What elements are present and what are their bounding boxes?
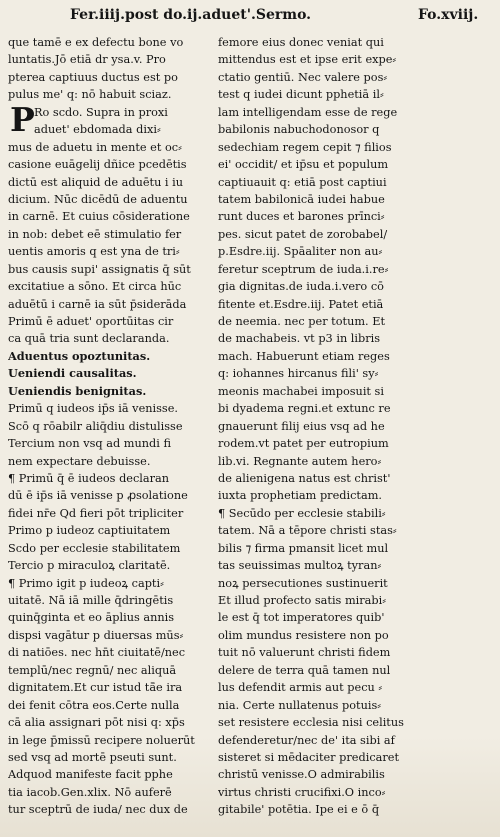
- left-text-column: [8, 34, 214, 819]
- folio-number: Fo.xviij.: [418, 7, 479, 23]
- text-line: uentis amoris q est yna de tri⸗: [8, 245, 180, 259]
- text-line: dei fenit cōtra eos.Certe nulla: [8, 698, 180, 712]
- text-line: gnauerunt filij eius vsq ad he: [218, 419, 385, 433]
- text-line: quinq̄ginta et eo āplius annis: [8, 611, 175, 625]
- text-line: Tercio p miraculoꝝ claritatē.: [8, 559, 171, 573]
- text-line: aduet' ebdomada dixi⸗: [34, 123, 161, 137]
- text-line: de machabeis. vt p3 in libris: [218, 332, 381, 346]
- text-line: Primū q iudeos ip̄s iā venisse.: [8, 402, 179, 416]
- text-line: runt duces et barones prīnci⸗: [218, 210, 385, 224]
- text-line: pterea captiuus ductus est po: [8, 70, 178, 84]
- text-line: ¶ Secūdo per ecclesie stabili⸗: [218, 506, 386, 520]
- text-line: femore eius donec veniat qui: [218, 36, 384, 49]
- text-line: tur sceptrū de iuda/ nec dux de: [8, 803, 188, 817]
- text-line: Adquod manifeste facit pphe: [8, 768, 173, 782]
- text-line: mittendus est et ipse erit expe⸗: [218, 53, 397, 67]
- text-line: Primū ē aduet' oportūitas cir: [8, 315, 174, 328]
- text-line: Et illud profecto satis mirabi⸗: [218, 594, 387, 607]
- text-line: tas seuissimas multoꝝ tyran⸗: [218, 559, 382, 573]
- text-line: nem expectare debuisse.: [8, 454, 151, 468]
- text-line: p.Esdre.iij. Spāaliter non au⸗: [218, 245, 383, 259]
- text-line: Primo p iudeoz captiuitatem: [8, 524, 171, 538]
- text-line: meonis machabei imposuit si: [218, 384, 384, 398]
- text-line: dicium. Nūc dicēdū de aduentu: [8, 192, 188, 206]
- text-line: sedechiam regem cepit ⁊ filios: [218, 140, 392, 154]
- text-line: Tercium non vsq ad mundi fi: [8, 437, 171, 451]
- running-title: Fer.iiij.post do.ij.aduet'.Sermo.: [70, 7, 312, 23]
- text-line: dispsi vagātur p diuersas mūs⸗: [8, 628, 184, 642]
- text-line: fitente et.Esdre.iij. Patet etiā: [218, 297, 384, 311]
- text-line: le est q̄ tot imperatores quib': [218, 611, 385, 625]
- text-line: in nob: debet eē stimulatio fer: [8, 227, 182, 241]
- text-line: sisteret si mēdaciter predicaret: [218, 750, 400, 764]
- text-line: olim mundus resistere non po: [218, 628, 389, 642]
- text-line: lus defendit armis aut pecu ⸗: [218, 681, 383, 695]
- text-line: test q iudei dicunt pphetiā il⸗: [218, 88, 384, 102]
- text-line: feretur sceptrum de iuda.i.re⸗: [218, 262, 389, 276]
- text-line: set resistere ecclesia nisi celitus: [218, 716, 404, 730]
- text-line: excitatiue a sōno. Et circa hūc: [8, 280, 182, 294]
- text-line: defenderetur/nec de' ita sibi af: [218, 733, 395, 747]
- page-header: [0, 3, 500, 29]
- text-line: mach. Habuerunt etiam reges: [218, 349, 390, 363]
- text-line: pulus me' q: nō habuit sciaz.: [8, 88, 172, 102]
- text-line: mus de aduetu in mente et oc⸗: [8, 140, 182, 154]
- text-line: cā alia assignari pōt nisi q: xp̄s: [8, 716, 185, 730]
- text-line: dignitatem.Et cur istud tā̄e ira: [8, 681, 183, 695]
- text-line: tatem. Nā a tēpore christi stas⸗: [218, 524, 397, 538]
- text-line: luntatis.Jō etiā dr ysa.v. Pro: [8, 53, 166, 67]
- text-line: Ueniendis benignitas.: [8, 383, 147, 398]
- text-line: babilonis nabuchodonosor q: [218, 123, 380, 137]
- text-line: lam intelligendam esse de rege: [218, 105, 398, 119]
- text-line: in lege p̄missū recipere noluerūt: [8, 733, 195, 747]
- text-line: aduētū i carnē ia sūt p̄siderāda: [8, 297, 187, 311]
- text-line: templū/nec regnū/ nec aliquā: [8, 663, 177, 677]
- text-line: sed vsq ad mortē pseuti sunt.: [8, 750, 177, 764]
- text-line: di natiōes. nec hn̄t ciuitatē/nec: [8, 646, 186, 660]
- text-line: bus causis supi' assignatis q̄ sūt: [8, 262, 191, 276]
- text-line: ei' occidit/ et ip̄su et populum: [218, 158, 389, 172]
- text-line: rodem.vt patet per eutropium: [218, 437, 389, 451]
- text-line: Aduentus opoztunitas.: [8, 348, 151, 363]
- text-line: ¶ Primo igit p iudeoꝝ capti⸗: [8, 576, 164, 590]
- text-line: dū ē ip̄s iā venisse p ꝓsolatione: [8, 489, 188, 503]
- text-line: q: iohannes hircanus fili' sy⸗: [218, 367, 379, 381]
- text-line: fidei nr̄e Qd fieri pōt tripliciter: [8, 506, 184, 520]
- text-line: bi dyadema regni.et extunc re: [218, 402, 391, 416]
- right-text-column: [218, 34, 496, 819]
- text-line: casione euāgelij dñice pcedētis: [8, 158, 187, 172]
- text-line: bilis ⁊ firma pmansit licet mul: [218, 541, 389, 555]
- text-line: tia iacob.Gen.xlix. Nō auferē: [8, 785, 172, 799]
- text-line: de neemia. nec per totum. Et: [218, 315, 386, 328]
- text-line: gia dignitas.de iuda.i.vero cō: [218, 280, 384, 294]
- text-line: nia. Certe nullatenus potuis⸗: [218, 698, 382, 712]
- text-line: gitabile' potētia. Ipe ei e ō q̄: [218, 803, 380, 817]
- text-line: iuxta prophetiam predictam.: [218, 489, 383, 503]
- text-line: Scdo per ecclesie stabilitatem: [8, 541, 181, 555]
- text-line: uitatē. Nā iā mille q̄dringētis: [8, 594, 174, 607]
- text-line: delere de terra quā tamen nul: [218, 663, 391, 677]
- text-line: virtus christi crucifixi.O inco⸗: [218, 785, 386, 799]
- text-line: ca quā tria sunt declaranda.: [8, 332, 170, 346]
- text-line: lib.vi. Regnante autem hero⸗: [218, 454, 382, 468]
- text-line: Ueniendi causalitas.: [8, 366, 137, 381]
- text-line: Ro scdo. Supra in proxi: [34, 105, 168, 119]
- text-line: dictū est aliquid de aduētu i iu: [8, 175, 184, 189]
- text-line: tuit nō valuerunt christi fidem: [218, 646, 391, 660]
- text-line: ctatio gentiū. Nec valere pos⸗: [218, 70, 388, 84]
- text-line: de alienigena natus est christ': [218, 471, 391, 485]
- text-line: in carnē. Et cuius cōsideratione: [8, 210, 190, 224]
- text-line: christū venisse.O admirabilis: [218, 768, 385, 782]
- text-line: pes. sicut patet de zorobabel/: [218, 227, 388, 241]
- text-line: noꝝ persecutiones sustinuerit: [218, 576, 388, 590]
- text-line: Scō q rōabilr aliq̄diu distulisse: [8, 419, 183, 433]
- text-line: ¶ Primū q̄ ē iudeos declaran: [8, 471, 170, 485]
- decorated-initial: P: [10, 100, 35, 139]
- text-line: que tamē e ex defectu bone vo: [8, 36, 184, 49]
- text-line: captiuauit q: etiā post captiui: [218, 175, 387, 189]
- text-line: tatem babilonicā iudei habue: [218, 192, 385, 206]
